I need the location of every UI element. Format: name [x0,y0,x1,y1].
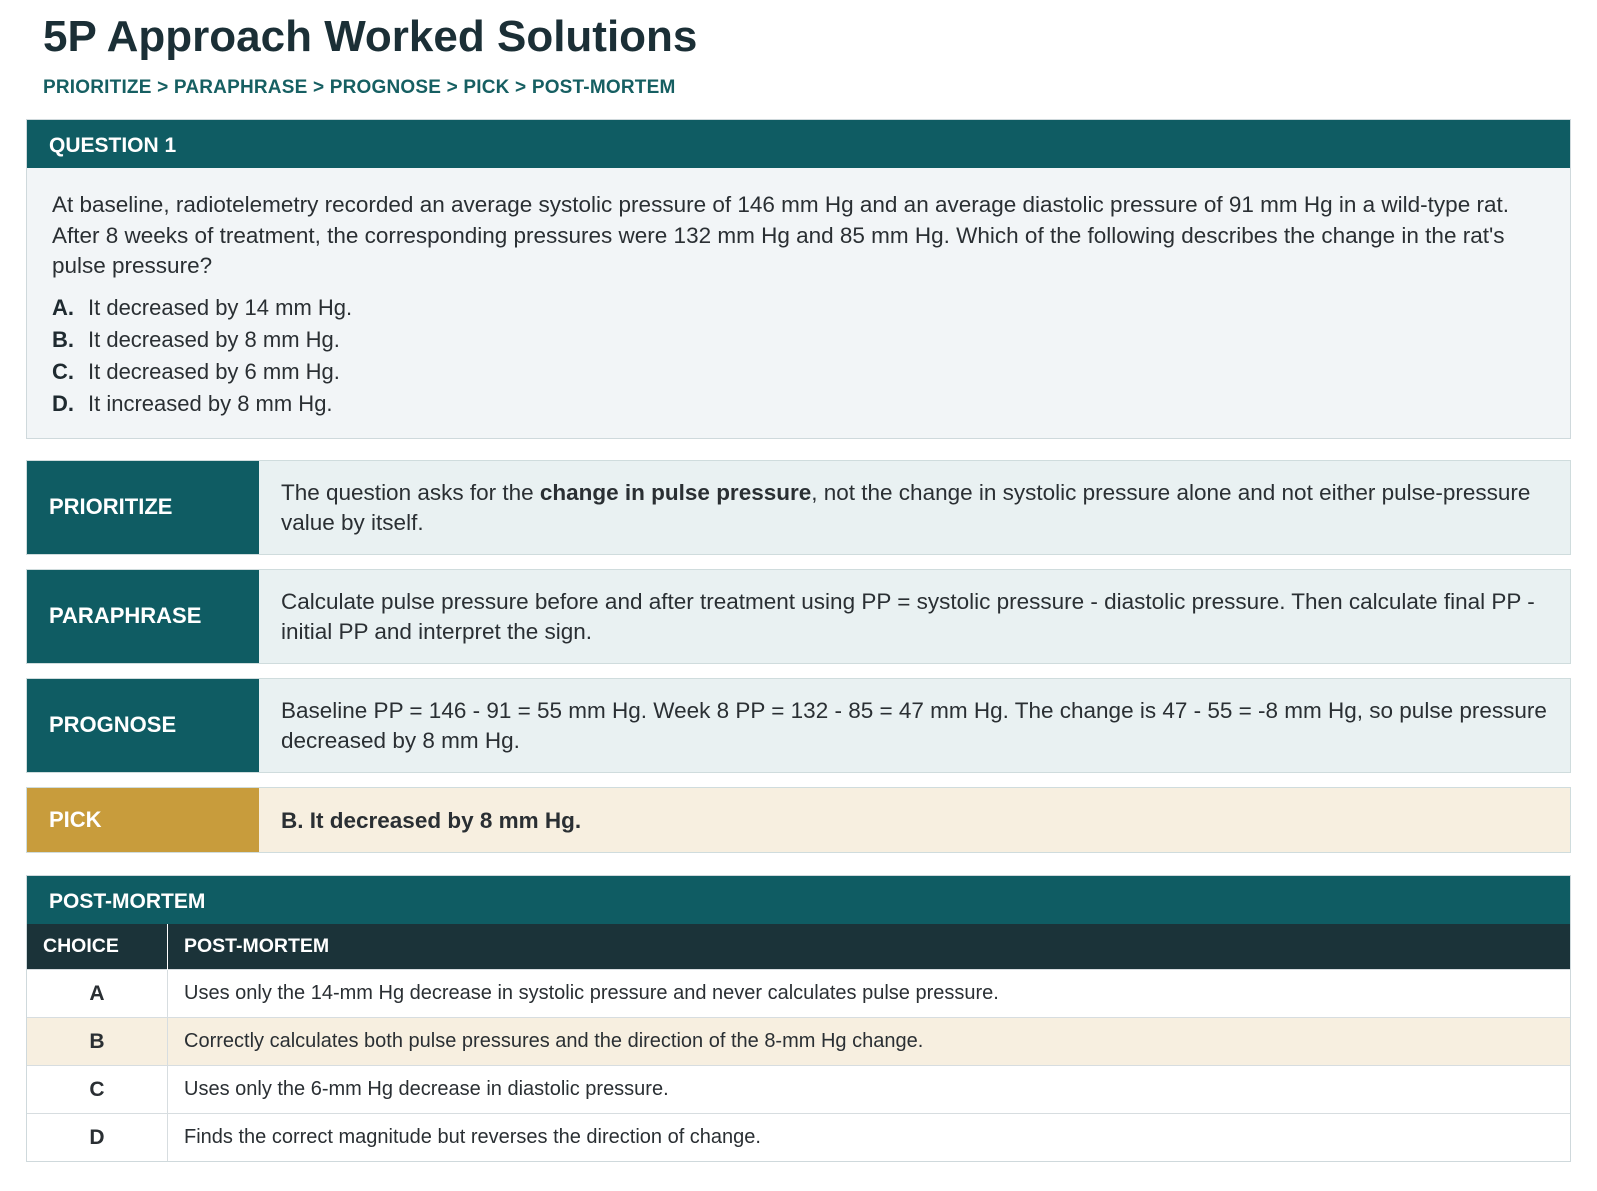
choice-cell: A [27,970,168,1018]
step-pick [26,787,1571,854]
option-text: It decreased by 6 mm Hg. [88,358,340,384]
postmortem-table [27,924,1570,1161]
answer-options [52,292,1545,420]
option-text: It decreased by 8 mm Hg. [88,326,340,352]
step-body [259,461,1570,554]
option-letter: A. [52,294,74,320]
step-text: The question asks for the [281,479,540,505]
table-row [27,1066,1570,1114]
table-row [27,1018,1570,1066]
page-subtitle: PRIORITIZE > PARAPHRASE > PROGNOSE > PICK > POST-MORTEM [43,77,676,98]
step-paraphrase [26,569,1571,664]
step-prognose [26,678,1571,773]
question-panel [26,119,1571,439]
option-a [52,292,1545,324]
option-text: It increased by 8 mm Hg. [88,390,333,416]
option-text: It decreased by 14 mm Hg. [88,294,353,320]
option-letter: C. [52,358,74,384]
step-body: B. It decreased by 8 mm Hg. [259,788,1570,853]
step-prioritize [26,460,1571,555]
step-body: Baseline PP = 146 - 91 = 55 mm Hg. Week 8 PP = 132 - 85 = 47 mm Hg. The change is 47 - 55 = -8 mm Hg, so pulse pressure decreased by 8 mm Hg. [259,679,1570,772]
postmortem-cell: Uses only the 6-mm Hg decrease in diastolic pressure. [168,1066,1571,1114]
question-stem: At baseline, radiotelemetry recorded an average systolic pressure of 146 mm Hg and an average diastolic pressure of 91 mm Hg in a wild-type rat. After 8 weeks of treatment, the corresponding pressures were 132 mm Hg and 85 mm Hg. Which of the following describes the change in the rat's pulse pressure? [52,192,1509,278]
option-c [52,356,1545,388]
option-b [52,324,1545,356]
column-header-choice: CHOICE [27,924,168,970]
step-label: PROGNOSE [27,679,259,772]
step-label: PRIORITIZE [27,461,259,554]
postmortem-cell: Uses only the 14-mm Hg decrease in systolic pressure and never calculates pulse pressure. [168,970,1571,1018]
table-row [27,1114,1570,1162]
step-label: PARAPHRASE [27,570,259,663]
step-emphasis: change in pulse pressure [539,479,812,505]
postmortem-cell: Finds the correct magnitude but reverses the direction of change. [168,1114,1571,1162]
option-letter: B. [52,326,74,352]
column-header-postmortem: POST-MORTEM [168,924,1571,970]
step-body: Calculate pulse pressure before and after treatment using PP = systolic pressure - diastolic pressure. Then calculate final PP - initial PP and interpret the sign. [259,570,1570,663]
postmortem-panel [26,875,1571,1162]
postmortem-header: POST-MORTEM [27,876,1570,924]
question-body [27,168,1570,438]
choice-cell: D [27,1114,168,1162]
table-row [27,970,1570,1018]
table-header-row [27,924,1570,970]
step-text: , not the change in systolic pressure alone and not either pulse-pressure value by itself. [281,479,1531,535]
page-title: 5P Approach Worked Solutions [43,12,698,61]
option-d [52,388,1545,420]
option-letter: D. [52,390,74,416]
postmortem-cell: Correctly calculates both pulse pressures and the direction of the 8-mm Hg change. [168,1018,1571,1066]
question-header: QUESTION 1 [27,120,1570,168]
choice-cell: B [27,1018,168,1066]
choice-cell: C [27,1066,168,1114]
step-label: PICK [27,788,259,853]
